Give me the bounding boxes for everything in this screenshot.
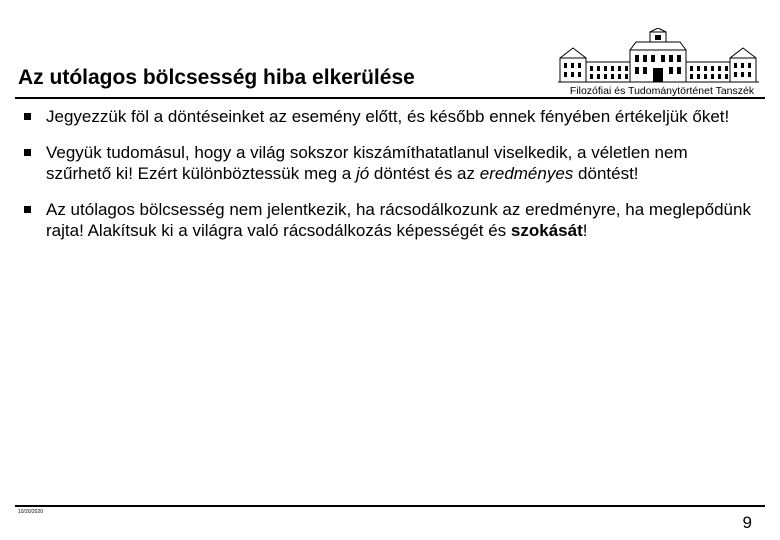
- bullet-item: [22, 106, 757, 127]
- page-number: 9: [742, 513, 752, 532]
- emphasis-text: eredményes: [479, 164, 574, 183]
- square-bullet-icon: [24, 113, 31, 120]
- bullet-text: döntést és az: [369, 164, 480, 183]
- bullet-text: Az utólagos bölcsesség nem jelentkezik, ha rácsodálkozunk az eredményre, ha meglepődünk rajta! Alakítsuk ki a világra való rácsodálkozás képességét és: [46, 200, 751, 240]
- bullet-text: Vegyük tudomásul, hogy a világ sokszor kiszámíthatatlanul viselkedik, a véletlen nem szűrhető ki! Ezért különböztessük meg a: [46, 143, 688, 183]
- square-bullet-icon: [24, 206, 31, 213]
- bullet-list: [22, 106, 757, 241]
- square-bullet-icon: [24, 149, 31, 156]
- bullet-item: [22, 142, 757, 184]
- emphasis-text: jó: [355, 164, 370, 183]
- university-building-logo: [556, 28, 761, 92]
- bold-text: szokását: [510, 221, 583, 240]
- title-divider: [15, 97, 765, 99]
- slide-title: Az utólagos bölcsesség hiba elkerülése: [18, 66, 415, 89]
- footer-date: 10/20/2020: [18, 509, 44, 515]
- bullet-text: !: [582, 221, 588, 240]
- bullet-text: döntést!: [573, 164, 639, 183]
- footer-divider: [15, 505, 765, 507]
- bullet-item: [22, 199, 757, 241]
- department-caption: Filozófiai és Tudománytörténet Tanszék: [569, 85, 755, 97]
- bullet-text: Jegyezzük föl a döntéseinket az esemény előtt, és később ennek fényében értékeljük őket!: [46, 107, 730, 126]
